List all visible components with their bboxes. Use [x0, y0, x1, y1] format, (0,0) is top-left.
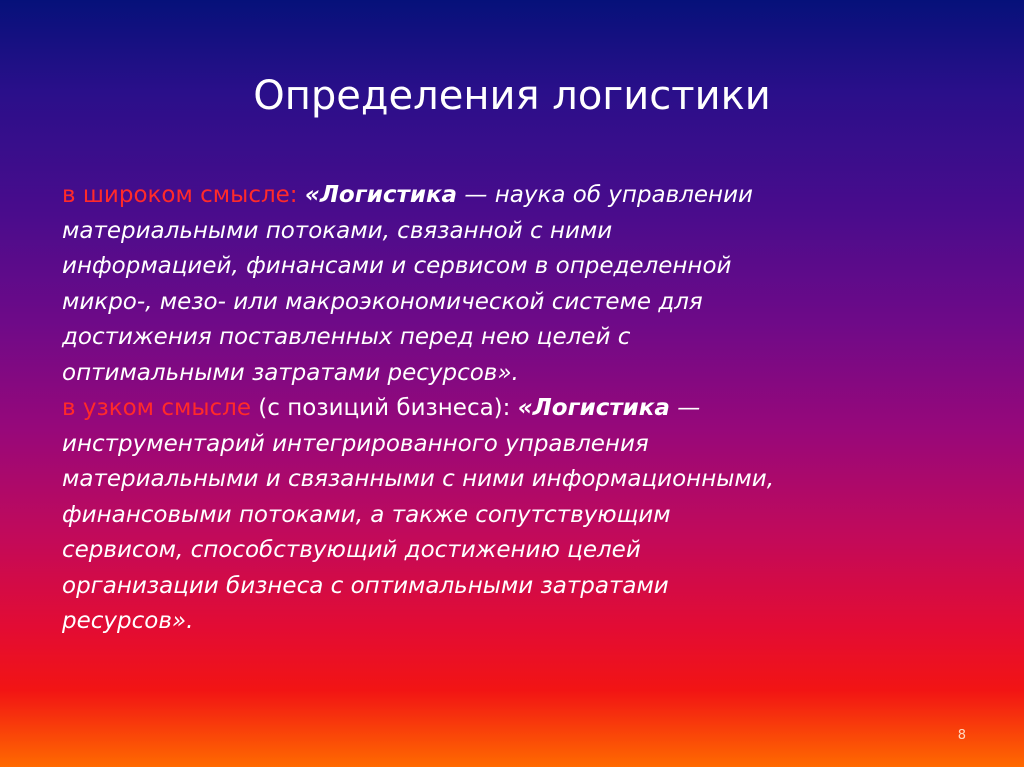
slide-body	[62, 178, 962, 640]
definition-narrow-label: в узком смысле	[62, 395, 251, 421]
definition-narrow	[62, 391, 962, 640]
definition-broad-line-2: материальными потоками, связанной с ними	[62, 217, 613, 244]
definition-broad-term: «Логистика	[304, 182, 458, 208]
definition-broad-line-4: микро-, мезо- или макроэкономической системе для	[62, 288, 703, 315]
definition-broad-label: в широком смысле:	[62, 182, 298, 208]
definition-broad-text: — наука об управлении	[457, 182, 753, 208]
slide-title: Определения логистики	[253, 73, 771, 119]
definition-broad-line-5: достижения поставленных перед нею целей с	[62, 324, 631, 350]
definition-narrow-line-4: финансовыми потоками, а также сопутствующим	[62, 501, 671, 528]
definition-narrow-line-6: организации бизнеса с оптимальными затратами	[62, 572, 669, 599]
definition-narrow-line-3: материальными и связанными с ними информационными,	[62, 466, 775, 492]
definition-narrow-term: «Логистика	[517, 395, 670, 421]
definition-narrow-line-1	[62, 391, 962, 427]
definition-narrow-line-2: инструментарий интегрированного управления	[62, 430, 649, 457]
definition-narrow-text: —	[669, 395, 701, 421]
definition-narrow-line-5: сервисом, способствующий достижению целей	[62, 537, 641, 563]
page-number: 8	[957, 728, 966, 743]
definition-broad-line-6: оптимальными затратами ресурсов».	[62, 359, 519, 386]
definition-broad-line-3: информацией, финансами и сервисом в определенной	[62, 253, 732, 279]
definition-broad-line-1	[62, 178, 962, 214]
definition-narrow-qualifier: (с позиций бизнеса):	[251, 395, 518, 421]
definition-narrow-line-7: ресурсов».	[62, 608, 194, 634]
definition-broad	[62, 178, 962, 391]
